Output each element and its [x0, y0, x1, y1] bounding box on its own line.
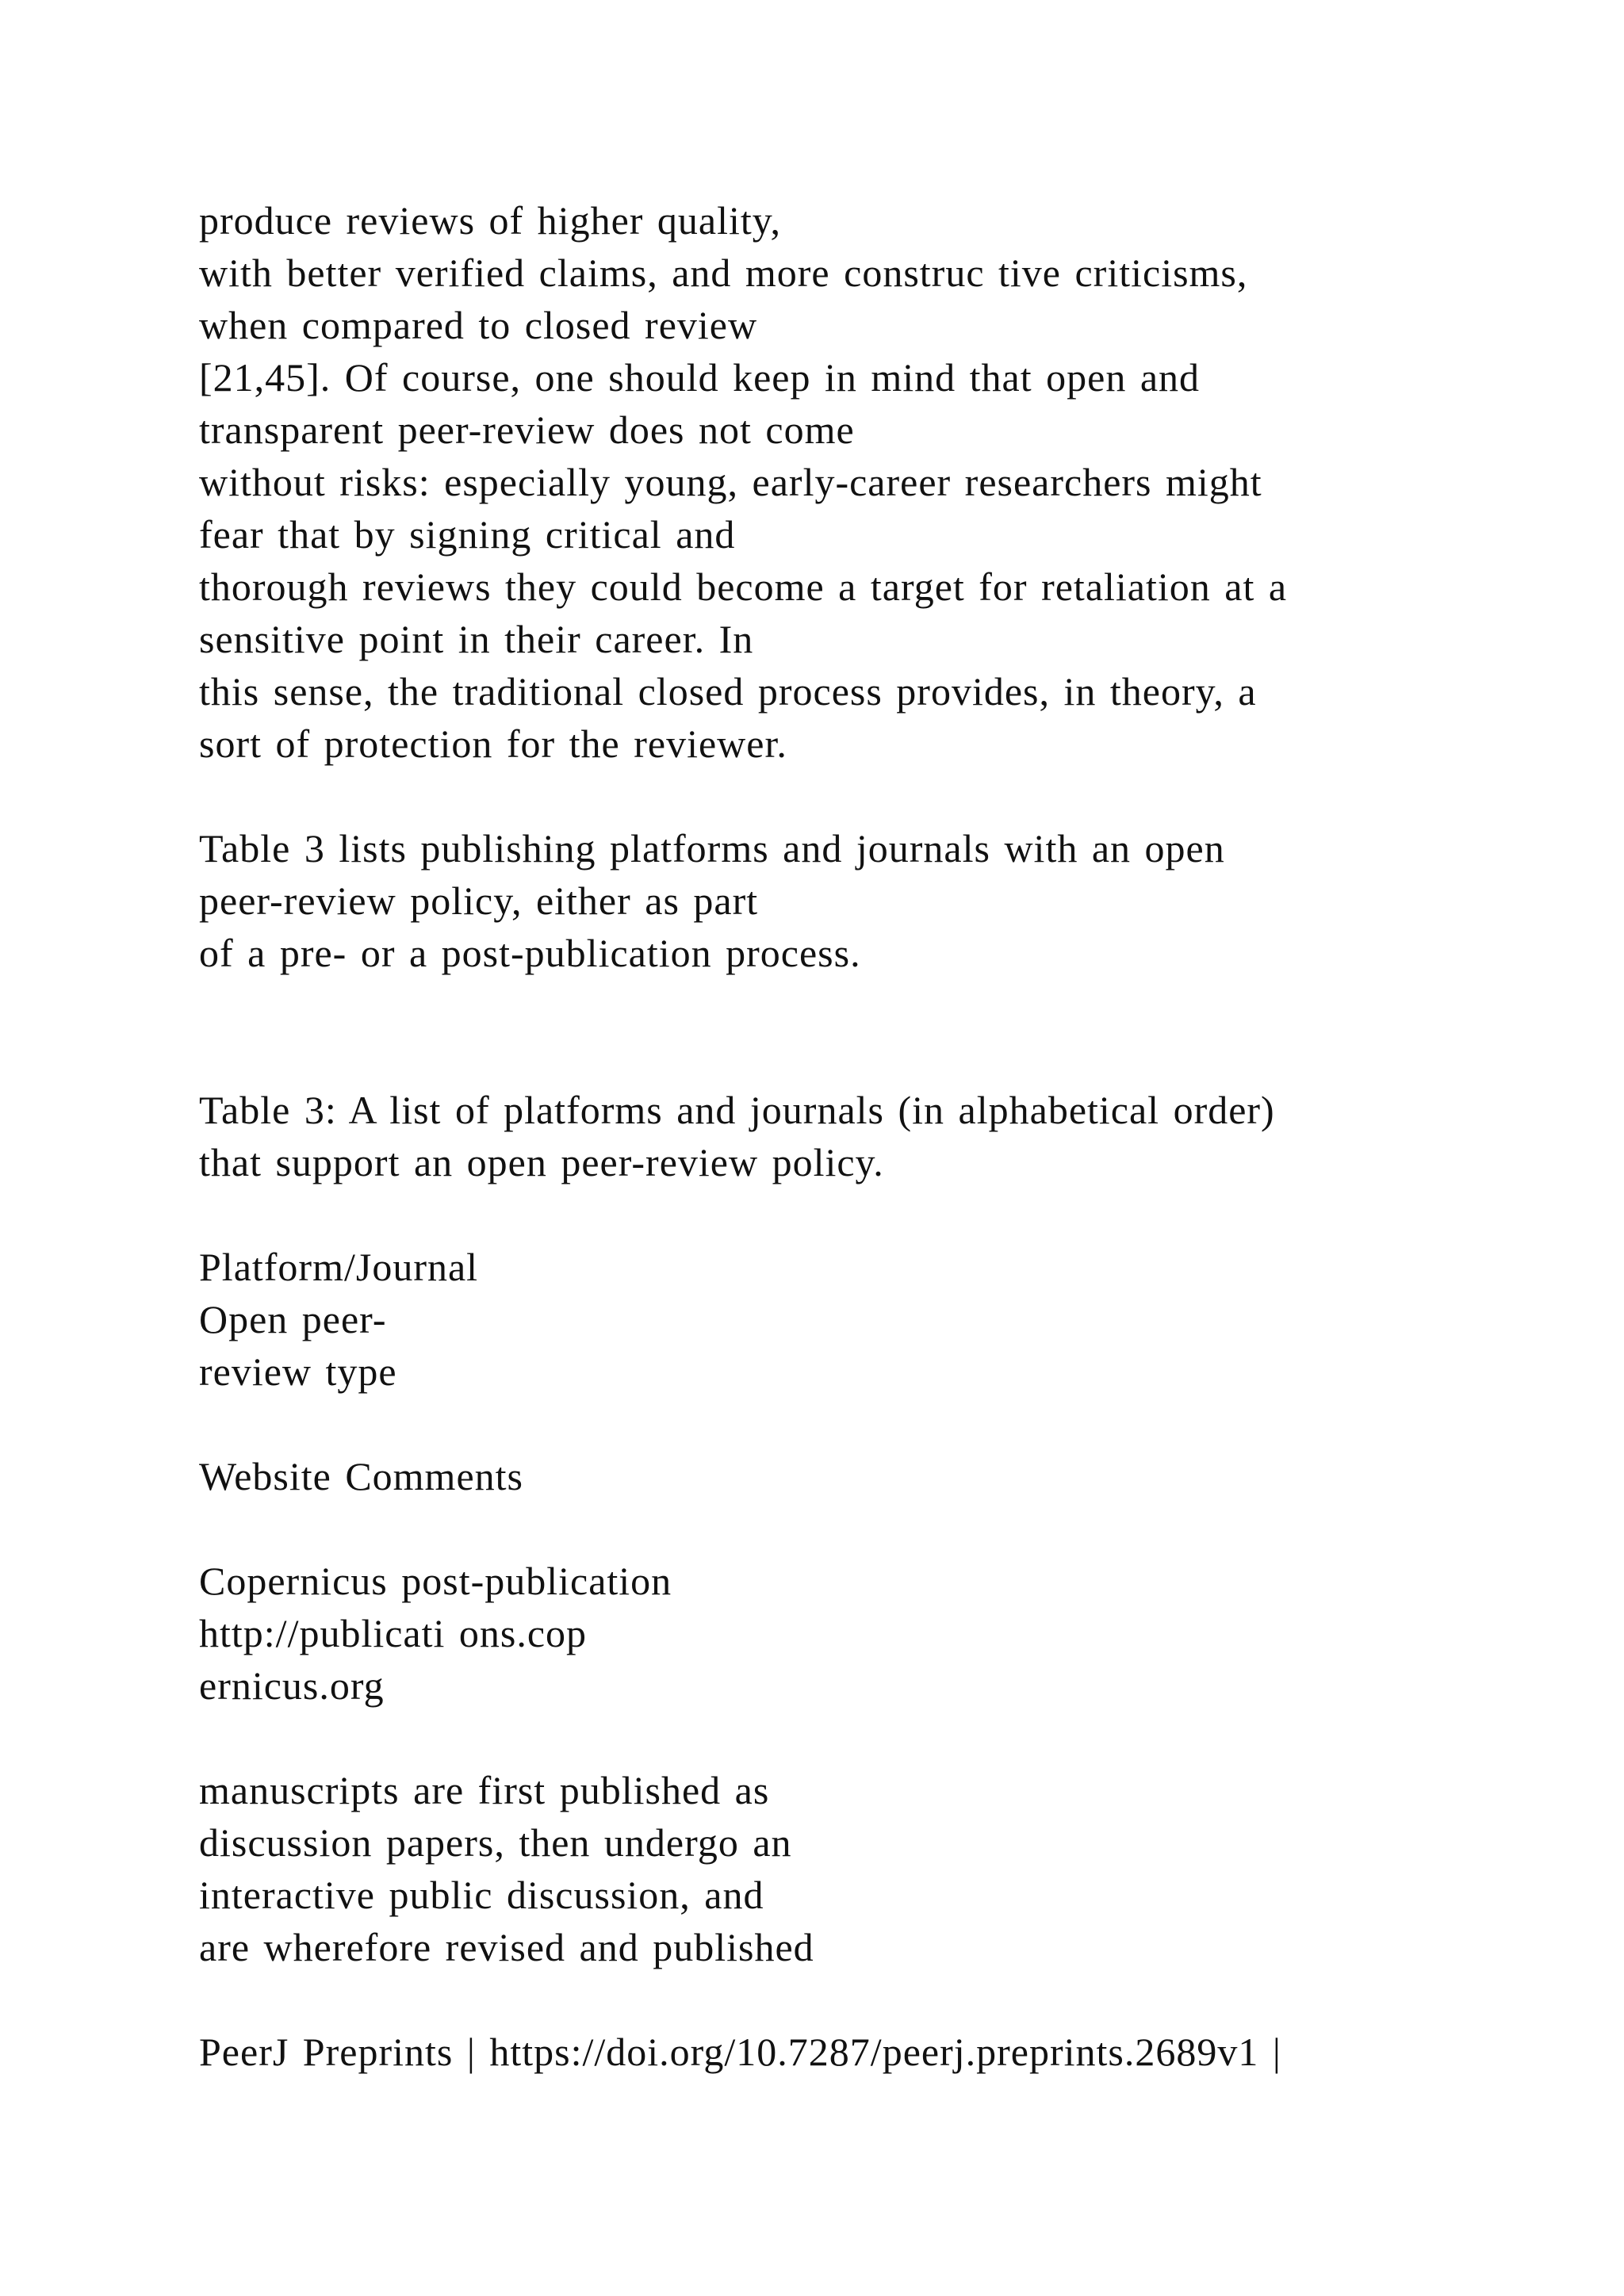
- text-line: produce reviews of higher quality,: [199, 198, 782, 243]
- table-row-copernicus: [199, 1555, 672, 1712]
- table-cell: are wherefore revised and published: [199, 1925, 814, 1969]
- text-line: when compared to closed review: [199, 303, 758, 347]
- text-line: of a pre- or a post-publication process.: [199, 931, 861, 975]
- table-cell: manuscripts are first published as: [199, 1768, 770, 1812]
- body-paragraph-table-intro: [199, 822, 1225, 979]
- caption-line: that support an open peer-review policy.: [199, 1140, 884, 1184]
- text-line: sensitive point in their career. In: [199, 617, 754, 661]
- table-cell-url: ernicus.org: [199, 1663, 385, 1708]
- text-line: this sense, the traditional closed process provides, in theory, a: [199, 669, 1257, 714]
- text-line: peer-review policy, either as part: [199, 878, 759, 923]
- table-cell: interactive public discussion, and: [199, 1873, 764, 1917]
- text-line: fear that by signing critical and: [199, 512, 736, 557]
- table-header-cell: Website Comments: [199, 1454, 523, 1498]
- footer-text: PeerJ Preprints | https://doi.org/10.7287/peerj.preprints.2689v1 |: [199, 2030, 1281, 2074]
- text-line: Table 3 lists publishing platforms and journals with an open: [199, 826, 1225, 871]
- text-line: [21,45]. Of course, one should keep in mind that open and: [199, 355, 1201, 400]
- text-line: transparent peer-review does not come: [199, 408, 855, 452]
- text-line: without risks: especially young, early-career researchers might: [199, 460, 1262, 504]
- table-header-cell: review type: [199, 1349, 397, 1394]
- table-cell-url: http://publicati ons.cop: [199, 1611, 588, 1655]
- body-paragraph-open-review-risks: [199, 194, 1287, 770]
- table-header-cell: Open peer-: [199, 1297, 387, 1341]
- table-header-cell: Platform/Journal: [199, 1245, 479, 1289]
- table-caption: [199, 1084, 1275, 1188]
- table-header-website-comments: [199, 1450, 523, 1502]
- table-header-platform: [199, 1241, 478, 1398]
- text-line: with better verified claims, and more construc tive criticisms,: [199, 251, 1248, 295]
- table-cell: discussion papers, then undergo an: [199, 1820, 792, 1865]
- page-footer: [199, 2026, 1281, 2078]
- caption-line: Table 3: A list of platforms and journals (in alphabetical order): [199, 1088, 1275, 1132]
- table-cell-comments: [199, 1764, 814, 1973]
- text-line: sort of protection for the reviewer.: [199, 721, 787, 766]
- table-cell: Copernicus post-publication: [199, 1559, 672, 1603]
- text-line: thorough reviews they could become a target for retaliation at a: [199, 564, 1288, 609]
